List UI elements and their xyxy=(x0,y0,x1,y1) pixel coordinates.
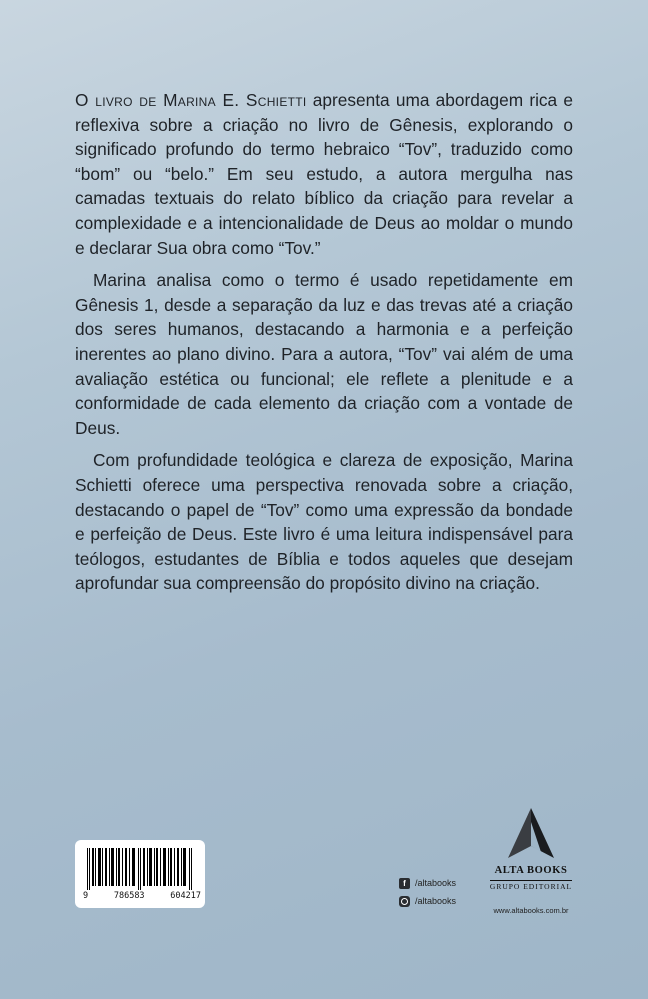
alta-books-logo-icon xyxy=(508,808,554,858)
isbn-digits xyxy=(83,891,201,901)
facebook-icon: f xyxy=(399,878,410,889)
instagram-handle: /altabooks xyxy=(415,896,457,906)
isbn-lead-digit: 9 xyxy=(83,891,89,901)
paragraph-1 xyxy=(75,88,573,260)
paragraph-3: Com profundidade teológica e clareza de exposição, Marina Schietti oferece uma perspectiva renovada sobre a criação, destacando o papel de “Tov” como uma expressão da bondade e perfeição de Deus. Este livro é uma leitura indispensável para teólogos, estudantes de Bíblia e todos aqueles que desejam aprofundar sua compreensão do propósito divino na criação. xyxy=(75,450,573,594)
paragraph-2: Marina analisa como o termo é usado repetidamente em Gênesis 1, desde a separação da luz e das trevas até a criação dos seres humanos, destacando a harmonia e a perfeição inerentes ao plano divino. Para a autora, “Tov” vai além de uma avaliação estética ou funcional; ele reflete a plenitude e a conformidade de cada elemento da criação com a vontade de Deus. xyxy=(75,270,573,438)
publisher-name: ALTA BOOKS xyxy=(494,865,568,876)
facebook-link[interactable] xyxy=(399,874,456,892)
isbn-group-2: 604217 xyxy=(170,891,201,901)
instagram-icon xyxy=(399,896,410,907)
publisher-logo-block xyxy=(486,808,576,915)
social-links xyxy=(399,874,456,910)
isbn-barcode xyxy=(75,840,205,908)
publisher-url[interactable]: www.altabooks.com.br xyxy=(493,906,569,915)
facebook-handle: /altabooks xyxy=(415,878,457,888)
author-intro: O livro de Marina E. Schietti xyxy=(75,90,307,110)
back-cover-text xyxy=(75,88,573,604)
isbn-group-1: 786583 xyxy=(113,891,145,901)
instagram-link[interactable] xyxy=(399,892,456,910)
barcode-bars xyxy=(87,848,193,890)
publisher-subtitle: GRUPO EDITORIAL xyxy=(489,882,573,891)
paragraph-1-text: apresenta uma abordagem rica e reflexiva sobre a criação no livro de Gênesis, explorando o significado profundo do termo hebraico “Tov”, traduzido como “bom” ou “belo.” Em seu estudo, a autora mergulha nas camadas textuais do relato bíblico da criação para revelar a complexidade e a intencionalidade de Deus ao moldar o mundo e declarar Sua obra como “Tov.” xyxy=(75,90,574,258)
